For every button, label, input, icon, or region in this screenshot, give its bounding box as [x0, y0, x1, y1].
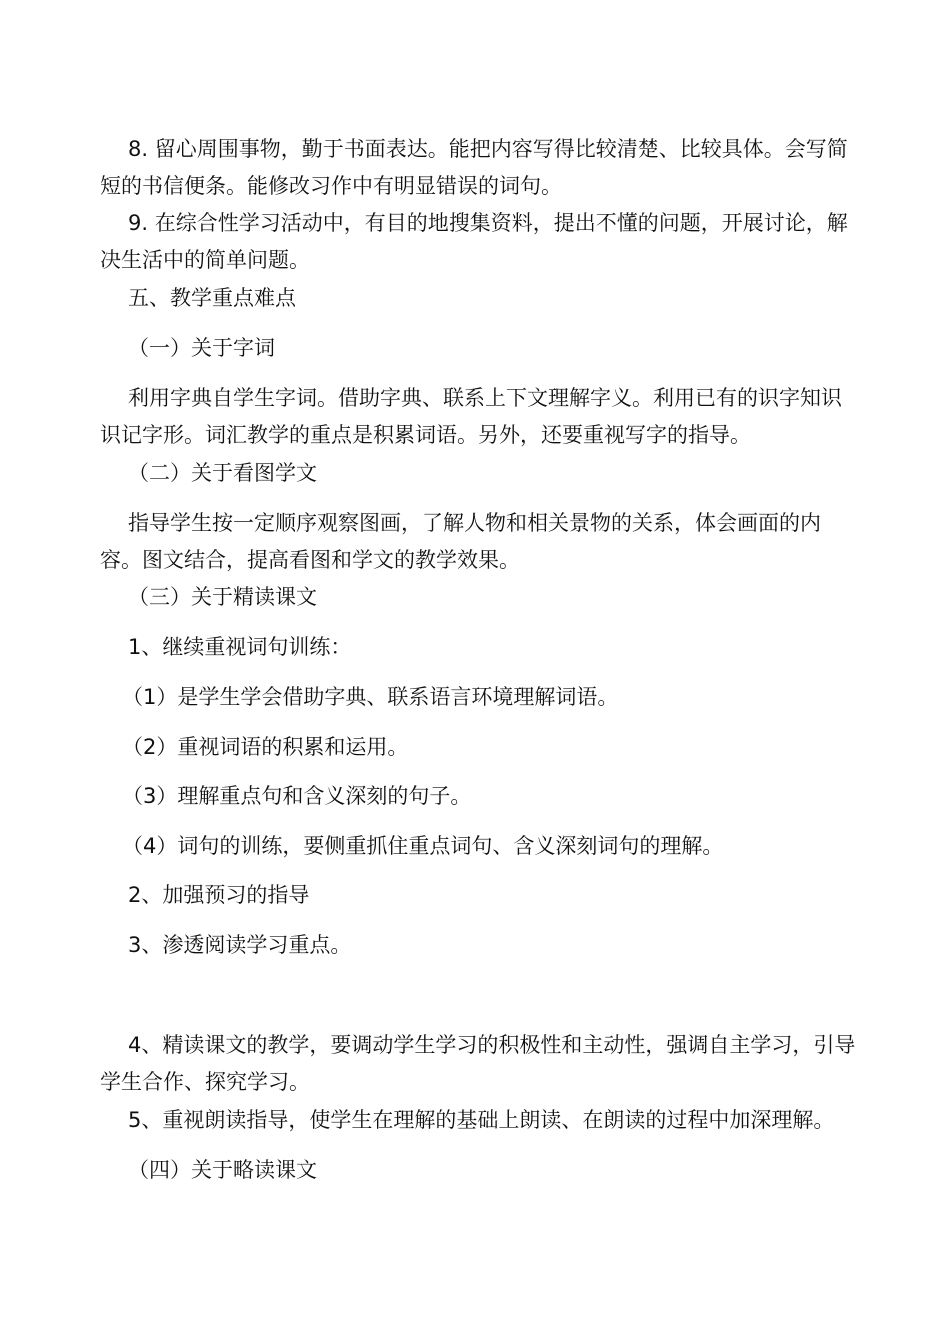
paragraph-item-8: 8. 留心周围事物，勤于书面表达。能把内容写得比较清楚、比较具体。会写简短的书信便条。能修改习作中有明显错误的词句。: [100, 137, 848, 198]
paragraph-item-9: 9. 在综合性学习活动中，有目的地搜集资料，提出不懂的问题，开展讨论，解决生活中的简单问题。: [100, 211, 848, 272]
subheading-intensive-reading: （三）关于精读课文: [128, 585, 317, 609]
paragraph-words: 利用字典自学生字词。借助字典、联系上下文理解字义。利用已有的识字知识识记字形。词汇教学的重点是积累词语。另外，还要重视写字的指导。: [100, 386, 842, 447]
list-item-5: 5、重视朗读指导，使学生在理解的基础上朗读、在朗读的过程中加深理解。: [128, 1108, 835, 1132]
list-subitem-3: （3）理解重点句和含义深刻的句子。: [122, 784, 472, 808]
list-item-2: 2、加强预习的指导: [128, 883, 310, 907]
subheading-words: （一）关于字词: [128, 336, 275, 360]
subheading-skim-reading: （四）关于略读课文: [128, 1158, 317, 1182]
list-subitem-4: （4）词句的训练，要侧重抓住重点词句、含义深刻词句的理解。: [122, 834, 724, 858]
list-item-4: 4、精读课文的教学，要调动学生学习的积极性和主动性，强调自主学习，引导学生合作、探究学习。: [100, 1033, 856, 1094]
section-heading-five: 五、教学重点难点: [128, 286, 296, 310]
list-item-3: 3、渗透阅读学习重点。: [128, 933, 352, 957]
subheading-picture-reading: （二）关于看图学文: [128, 461, 317, 485]
list-item-1: 1、继续重视词句训练：: [128, 635, 352, 659]
list-subitem-1: （1）是学生学会借助字典、联系语言环境理解词语。: [122, 685, 619, 709]
list-subitem-2: （2）重视词语的积累和运用。: [122, 735, 409, 759]
paragraph-picture-reading: 指导学生按一定顺序观察图画，了解人物和相关景物的关系，体会画面的内容。图文结合，提高看图和学文的教学效果。: [100, 511, 821, 572]
